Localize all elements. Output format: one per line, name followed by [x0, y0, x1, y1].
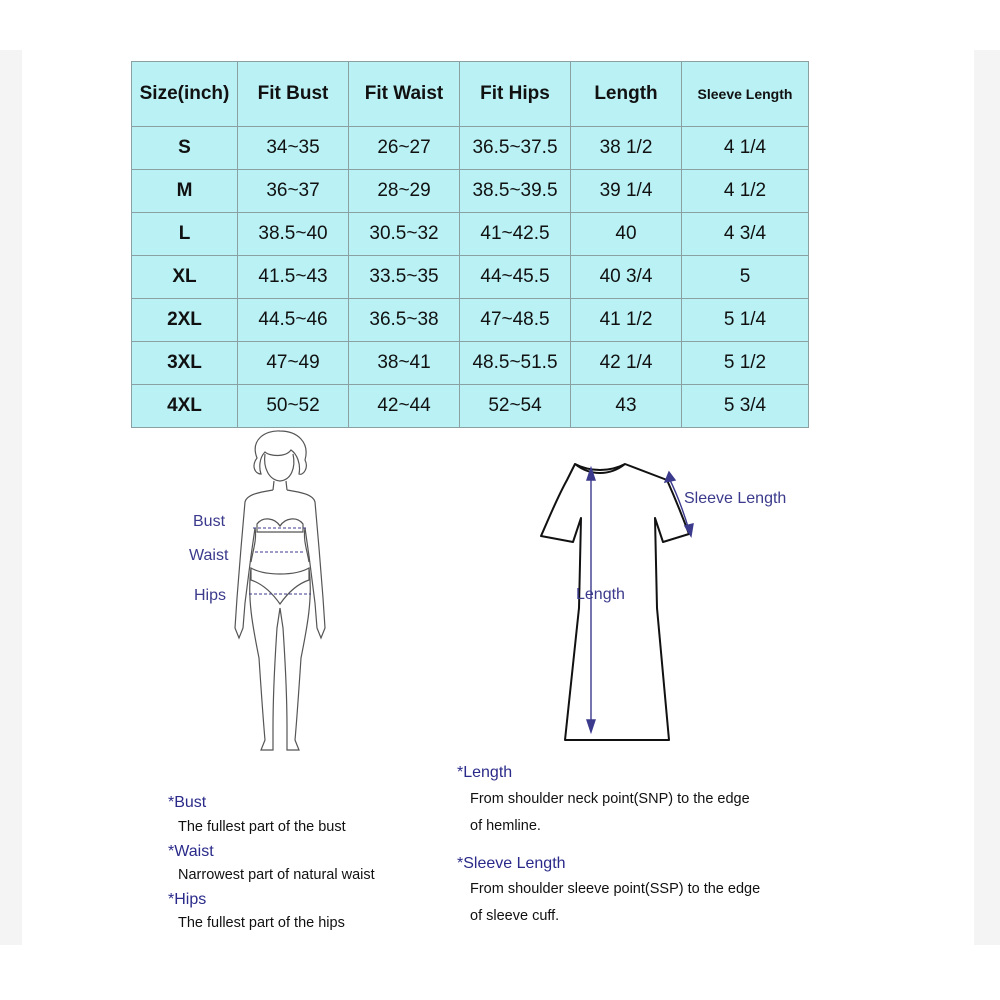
table-cell: 38 1/2: [571, 127, 682, 170]
table-cell: 42 1/4: [571, 342, 682, 385]
table-cell: 48.5~51.5: [460, 342, 571, 385]
table-cell: 5 1/2: [682, 342, 809, 385]
table-row: [132, 299, 809, 342]
table-cell: 43: [571, 385, 682, 428]
def-waist-text: Narrowest part of natural waist: [178, 867, 375, 883]
right-margin-strip: [974, 50, 1000, 945]
table-cell: 4XL: [132, 385, 238, 428]
label-waist: Waist: [189, 547, 229, 564]
table-cell: 39 1/4: [571, 170, 682, 213]
table-cell: 47~49: [238, 342, 349, 385]
table-cell: 5: [682, 256, 809, 299]
table-cell: 38.5~39.5: [460, 170, 571, 213]
table-cell: 28~29: [349, 170, 460, 213]
def-sleeve-text-2: of sleeve cuff.: [470, 908, 560, 924]
table-cell: 38.5~40: [238, 213, 349, 256]
table-row: [132, 127, 809, 170]
table-cell: 33.5~35: [349, 256, 460, 299]
table-cell: M: [132, 170, 238, 213]
table-cell: 47~48.5: [460, 299, 571, 342]
table-cell: 44.5~46: [238, 299, 349, 342]
table-cell: 4 1/2: [682, 170, 809, 213]
table-cell: 4 1/4: [682, 127, 809, 170]
table-cell: 30.5~32: [349, 213, 460, 256]
left-margin-strip: [0, 50, 22, 945]
def-length-title: *Length: [457, 764, 513, 781]
table-cell: 41~42.5: [460, 213, 571, 256]
table-cell: XL: [132, 256, 238, 299]
header-fit-waist: Fit Waist: [349, 62, 460, 127]
table-header-row: [132, 62, 809, 127]
label-sleeve-length: Sleeve Length: [684, 490, 787, 507]
def-hips-text: The fullest part of the hips: [178, 915, 345, 931]
def-length-text-1: From shoulder neck point(SNP) to the edge: [470, 791, 750, 807]
label-hips: Hips: [194, 587, 227, 604]
table-row: [132, 170, 809, 213]
table-cell: 50~52: [238, 385, 349, 428]
table-cell: S: [132, 127, 238, 170]
table-cell: 44~45.5: [460, 256, 571, 299]
def-waist-title: *Waist: [168, 843, 214, 860]
def-hips-title: *Hips: [168, 891, 207, 908]
size-chart-table: [131, 61, 809, 428]
table-cell: 5 3/4: [682, 385, 809, 428]
table-cell: 40: [571, 213, 682, 256]
table-cell: 5 1/4: [682, 299, 809, 342]
table-row: [132, 385, 809, 428]
header-size: Size(inch): [132, 62, 238, 127]
table-cell: 36~37: [238, 170, 349, 213]
def-sleeve-text-1: From shoulder sleeve point(SSP) to the edge: [470, 881, 761, 897]
table-cell: 41.5~43: [238, 256, 349, 299]
table-row: [132, 256, 809, 299]
table-row: [132, 213, 809, 256]
header-fit-hips: Fit Hips: [460, 62, 571, 127]
table-cell: 42~44: [349, 385, 460, 428]
def-bust-text: The fullest part of the bust: [178, 819, 346, 835]
label-length: Length: [576, 586, 625, 603]
table-cell: 36.5~38: [349, 299, 460, 342]
table-cell: L: [132, 213, 238, 256]
table-cell: 3XL: [132, 342, 238, 385]
table-cell: 26~27: [349, 127, 460, 170]
table-cell: 36.5~37.5: [460, 127, 571, 170]
def-length-text-2: of hemline.: [470, 818, 541, 834]
header-length: Length: [571, 62, 682, 127]
label-bust: Bust: [193, 513, 226, 530]
woman-body-figure: [225, 428, 335, 768]
table-cell: 34~35: [238, 127, 349, 170]
header-sleeve-length: Sleeve Length: [682, 62, 809, 127]
table-cell: 2XL: [132, 299, 238, 342]
table-row: [132, 342, 809, 385]
header-fit-bust: Fit Bust: [238, 62, 349, 127]
table-cell: 38~41: [349, 342, 460, 385]
table-cell: 52~54: [460, 385, 571, 428]
def-sleeve-title: *Sleeve Length: [457, 855, 566, 872]
table-cell: 41 1/2: [571, 299, 682, 342]
table-cell: 40 3/4: [571, 256, 682, 299]
def-bust-title: *Bust: [168, 794, 207, 811]
table-cell: 4 3/4: [682, 213, 809, 256]
